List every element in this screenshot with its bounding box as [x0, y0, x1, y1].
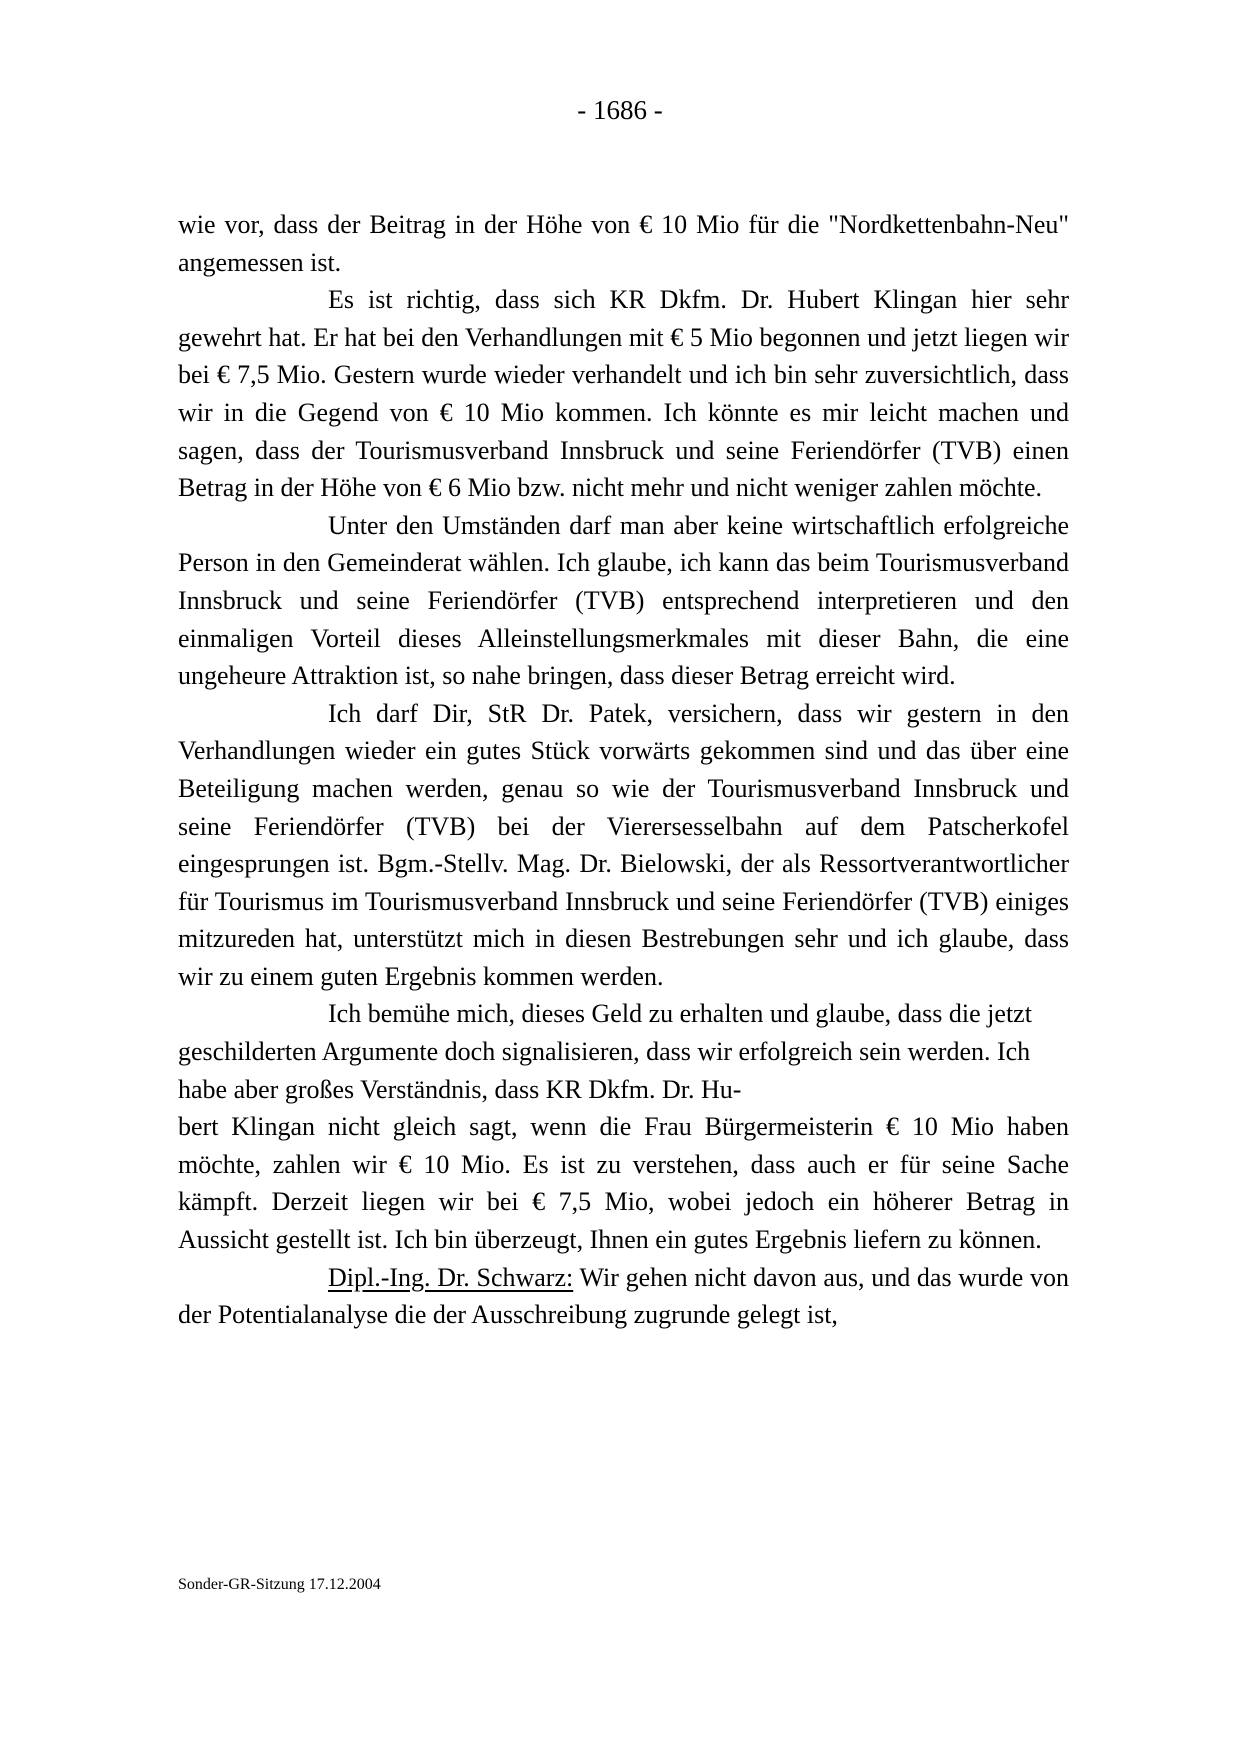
speaker-text: Wir gehen nicht davon aus, und das wurde von der Potentialanalyse die der Ausschreibung zugrunde gelegt ist, [178, 1262, 1069, 1330]
document-footer: Sonder-GR-Sitzung 17.12.2004 [178, 1576, 381, 1593]
speaker-name: Dipl.-Ing. Dr. Schwarz: [328, 1262, 574, 1292]
page-number: - 1686 - [577, 95, 663, 125]
document-body [178, 206, 1069, 1334]
paragraph-3: Unter den Umständen darf man aber keine wirtschaftlich erfolgreiche Person in den Gemeinderat wählen. Ich glaube, ich kann das beim Tourismusverband Innsbruck und seine Feriendörfer (TVB) entsprechend interpretieren und den einmaligen Vorteil dieses Alleinstellungsmerkmales mit dieser Bahn, die eine ungeheure Attraktion ist, so nahe bringen, dass dieser Betrag erreicht wird. [178, 510, 1069, 691]
paragraph-2: Es ist richtig, dass sich KR Dkfm. Dr. Hubert Klingan hier sehr gewehrt hat. Er hat bei den Verhandlungen mit € 5 Mio begonnen und jetzt liegen wir bei € 7,5 Mio. Gestern wurde wieder verhandelt und ich bin sehr zuversichtlich, dass wir in die Gegend von € 10 Mio kommen. Ich könnte es mir leicht machen und sagen, dass der Tourismusverband Innsbruck und seine Feriendörfer (TVB) einen Betrag in der Höhe von € 6 Mio bzw. nicht mehr und nicht weniger zahlen möchte. [178, 285, 1069, 503]
paragraph-5-continuation: bert Klingan nicht gleich sagt, wenn die Frau Bürgermeisterin € 10 Mio haben möchte, zahlen wir € 10 Mio. Es ist zu verstehen, dass auch er für seine Sache kämpft. Derzeit liegen wir bei € 7,5 Mio, wobei jedoch ein höherer Betrag in Aussicht gestellt ist. Ich bin überzeugt, Ihnen ein gutes Ergebnis liefern zu können. [178, 1112, 1069, 1255]
paragraph-5-first-part: Ich bemühe mich, dieses Geld zu erhalten und glaube, dass die jetzt geschilderten Argumente doch signalisieren, dass wir erfolgreich sein werden. Ich habe aber großes Verständnis, dass KR Dkfm. Dr. Hu- [178, 999, 1032, 1104]
speaker-statement [178, 1259, 1069, 1334]
paragraph-1: wie vor, dass der Beitrag in der Höhe von € 10 Mio für die "Nordkettenbahn-Neu" angemessen ist. [178, 210, 1069, 277]
paragraph-4: Ich darf Dir, StR Dr. Patek, versichern, dass wir gestern in den Verhandlungen wieder ein gutes Stück vorwärts gekommen sind und das über eine Beteiligung machen werden, genau so wie der Tourismusverband Innsbruck und seine Feriendörfer (TVB) bei der Vierersesselbahn auf dem Patscherkofel eingesprungen ist. Bgm.-Stellv. Mag. Dr. Bielowski, der als Ressortverantwortlicher für Tourismus im Tourismusverband Innsbruck und seine Feriendörfer (TVB) einiges mitzureden hat, unterstützt mich in diesen Bestrebungen sehr und ich glaube, dass wir zu einem guten Ergebnis kommen werden. [178, 698, 1069, 991]
